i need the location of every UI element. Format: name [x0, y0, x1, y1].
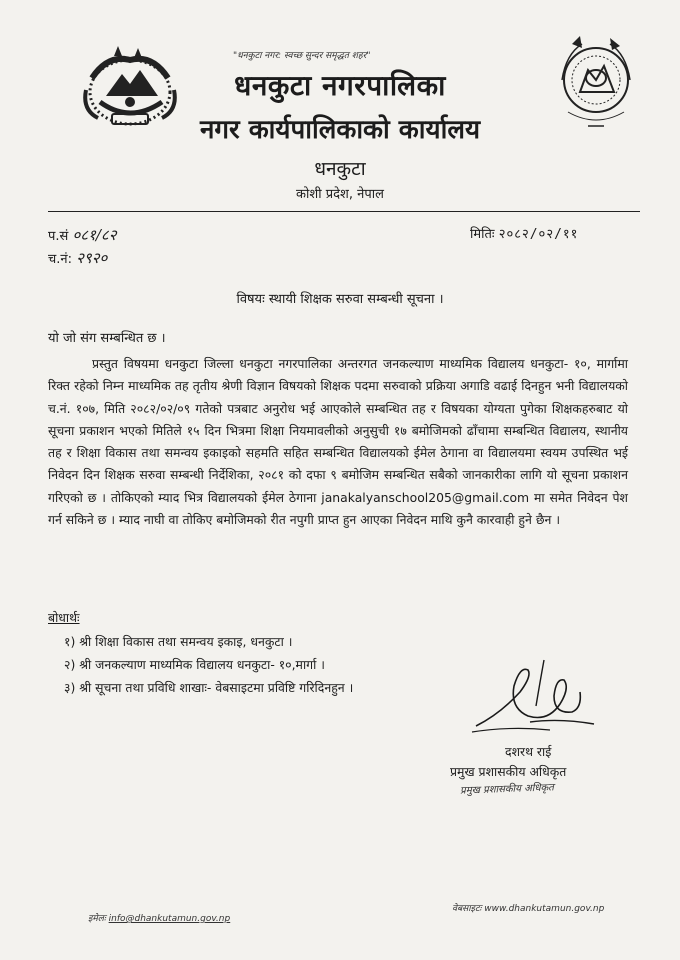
reference-number — [48, 225, 117, 245]
slogan-text: "धनकुटा नगर: स्वच्छ सुन्दर समृद्धत शहर" — [233, 51, 371, 61]
header-divider — [48, 211, 640, 212]
footer-email — [88, 911, 230, 924]
handwritten-signature — [470, 652, 600, 736]
email-address: info@dhankutamun.gov.np — [108, 914, 231, 924]
website-url: www.dhankutamun.gov.np — [484, 904, 605, 914]
signatory-post: प्रमुख प्रशासकीय अधिकृत — [450, 764, 567, 779]
place-heading: धनकुटा — [314, 158, 366, 180]
website-label: वेबसाइटः — [452, 904, 482, 914]
province-text: कोशी प्रदेश, नेपाल — [296, 187, 384, 202]
letter-date — [470, 224, 578, 242]
dispatch-number — [48, 248, 107, 268]
ref-label: प.सं — [48, 229, 69, 244]
cc-item: २) श्री जनकल्याण माध्यमिक विद्यालय धनकुटा- १०,मार्गा । — [64, 657, 325, 672]
email-label: इमेलः — [88, 914, 106, 924]
signatory-name: दशरथ राई — [505, 744, 552, 759]
subject-line: विषयः स्थायी शिक्षक सरुवा सम्बन्धी सूचना । — [236, 292, 444, 307]
date-label: मितिः — [470, 227, 495, 242]
ch-label: च.नं: — [48, 252, 72, 267]
cc-title: बोधार्थः — [48, 610, 80, 625]
office-name-heading: धनकुटा नगरपालिका — [234, 69, 446, 102]
body-paragraph: प्रस्तुत विषयमा धनकुटा जिल्ला धनकुटा नगरपालिका अन्तरगत जनकल्याण माध्यमिक विद्यालय धनकुटा- १०, मार्गामा रिक्त रहेको निम्न माध्यमिक तह तृतीय श्रेणी विज्ञान विषयको शिक्षक पदमा सरुवाको प्रक्रिया अगाडि वढाई दिनहुन भनी विद्यालयको च.नं. १०७, मिति २०८२/०२/०९ गतेको पत्रबाट अनुरोध भई आएकोले सम्बन्धित तह र विषयका योग्यता पुगेका शिक्षकहरुबाट यो सूचना प्रकाशन भएको मितिले १५ दिन भित्रमा शिक्षा नियमावलीको अनुसुची १७ बमोजिमको ढाँचामा सम्बन्धित विद्यालय, स्थानीय तह र शिक्षा विकास तथा समन्वय इकाइको सहमति सहित सम्बन्धित विद्यालयको ईमेल ठेगाना वा विद्यालयमा स्वयम उपस्थित भई निवेदन दिन शिक्षक सरुवा सम्बन्धी निर्देशिका, २०८१ को दफा ९ बमोजिम सम्बन्धित सबैको जानकारीका लागि यो सूचना प्रकाशन गरिएको छ । तोकिएको म्याद भित्र विद्यालयको ईमेल ठेगाना janakalyanschool205@gmail.com मा समेत निवेदन पेश गर्न सकिने छ । म्याद नाघी वा तोकिए बमोजिमको रीत नपुगी प्राप्त हुन आएका निवेदन माथि कुनै कारवाही हुने छैन । — [48, 356, 628, 528]
cc-item: १) श्री शिक्षा विकास तथा समन्वय इकाइ, धनकुटा । — [64, 634, 293, 649]
ch-value: २९२० — [76, 249, 108, 267]
ref-value: ०८१/८२ — [72, 226, 117, 244]
greeting-line: यो जो संग सम्बन्धित छ । — [48, 331, 166, 346]
date-value: २०८२/०२/११ — [498, 227, 579, 242]
footer-website — [452, 901, 604, 914]
official-stamp-text: प्रमुख प्रशासकीय अधिकृत — [459, 782, 555, 797]
office-unit-heading: नगर कार्यपालिकाको कार्यालय — [199, 115, 481, 145]
cc-item: ३) श्री सूचना तथा प्रविधि शाखाः- वेबसाइटमा प्रविष्टि गरिदिनहुन । — [64, 680, 354, 695]
